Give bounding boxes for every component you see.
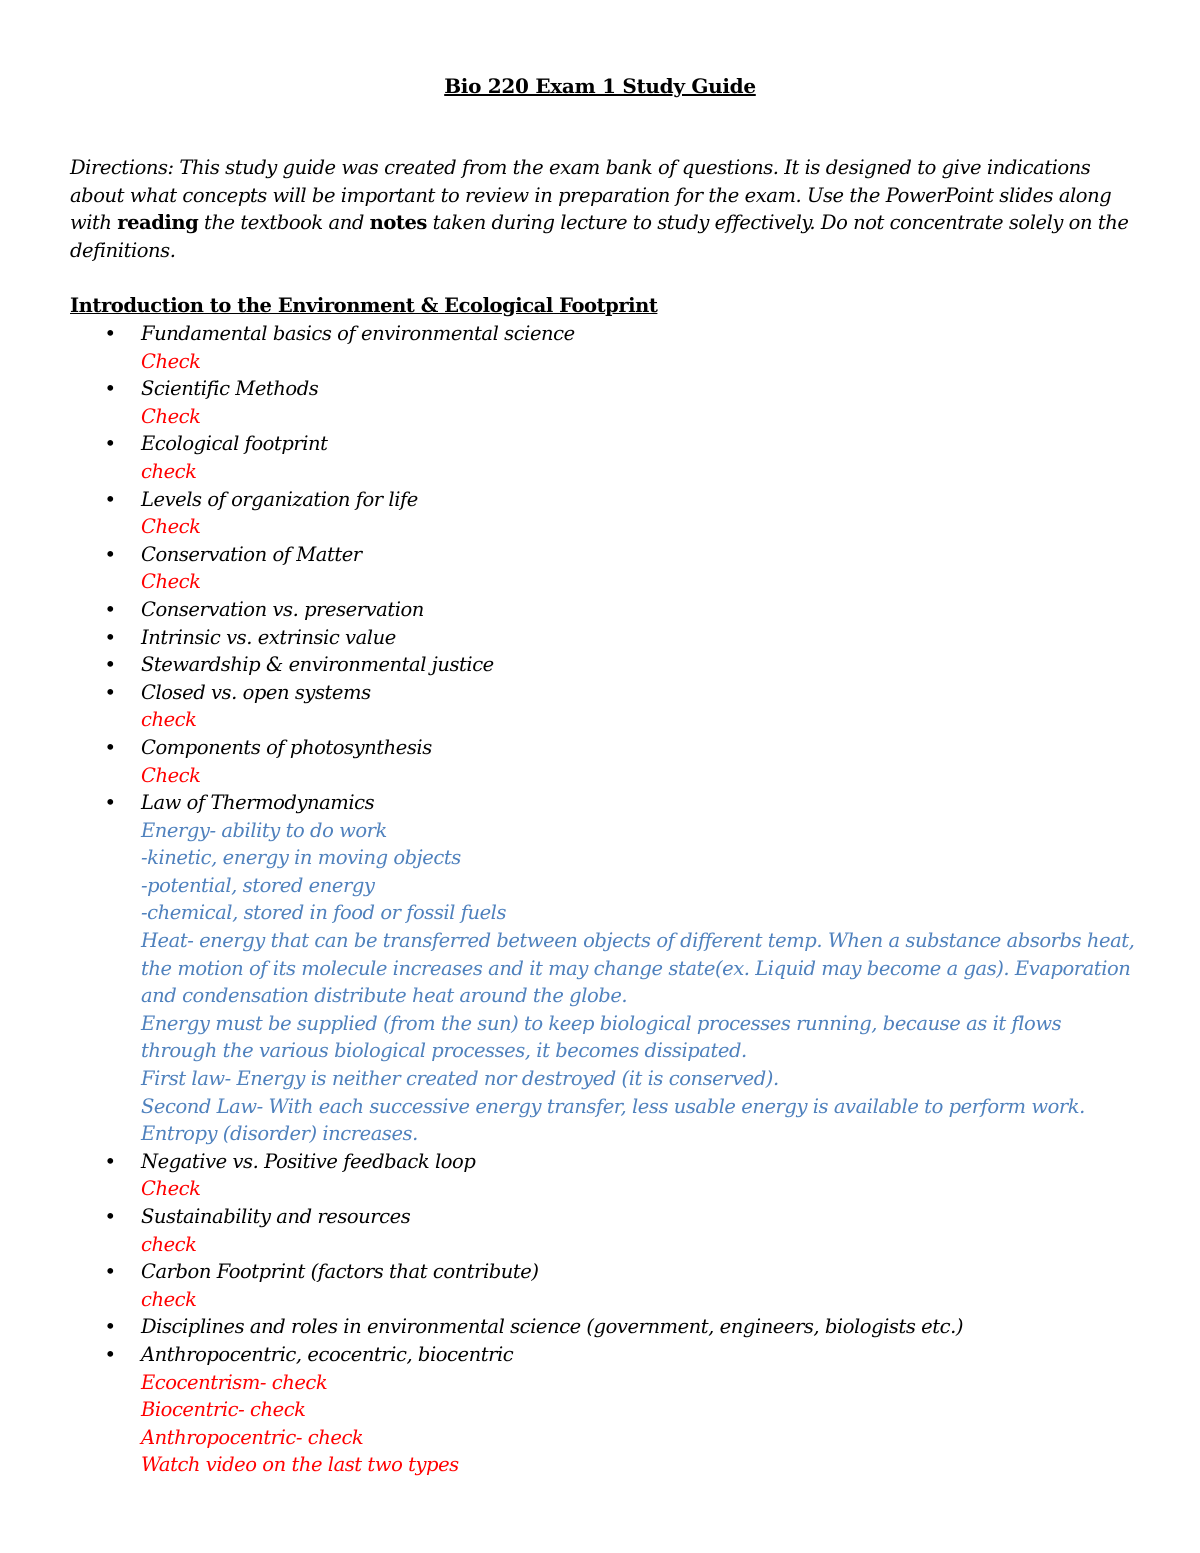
topic-item [0, 320, 1141, 375]
topic-note-blue: -chemical, stored in food or fossil fuels [141, 901, 507, 925]
directions-text-2: the textbook and [198, 211, 370, 234]
topic-item [0, 375, 1141, 430]
topic-text: Fundamental basics of environmental science [141, 322, 575, 345]
directions-bold-reading: reading [117, 211, 199, 234]
topic-note-red: Check [141, 349, 201, 373]
bullet-icon: • [104, 321, 116, 345]
bullet-icon: • [104, 1204, 116, 1228]
topic-text: Intrinsic vs. extrinsic value [141, 625, 396, 649]
bullet-icon: • [104, 734, 116, 759]
topic-text: Stewardship & environmental justice [141, 653, 494, 677]
topic-item [0, 486, 1141, 541]
topic-text: Negative vs. Positive feedback loop [141, 1149, 476, 1173]
directions-text-3: taken during lecture to study effectively. Do not concentrate solely on the definitions. [70, 211, 1129, 262]
bullet-icon: • [104, 624, 116, 649]
topic-note-red: Check [141, 404, 201, 428]
topic-note-red: Watch video on the last two types [141, 1453, 459, 1477]
topic-list [0, 320, 1200, 1479]
topic-text: Disciplines and roles in environmental science (government, engineers, biologists etc.) [141, 1315, 964, 1339]
document-title: Bio 220 Exam 1 Study Guide [444, 74, 756, 98]
topic-item [0, 596, 1141, 624]
topic-note-red: Check [141, 515, 201, 539]
topic-text: Conservation of Matter [141, 542, 362, 566]
topic-text: Conservation vs. preservation [141, 597, 424, 621]
topic-note-red: Check [141, 1177, 201, 1201]
topic-item [0, 541, 1141, 596]
bullet-icon: • [104, 652, 116, 677]
bullet-icon: • [104, 1341, 116, 1366]
bullet-icon: • [104, 790, 116, 815]
topic-note-blue: First law- Energy is neither created nor destroyed (it is conserved). [141, 1067, 779, 1091]
topic-note-red: check [141, 708, 197, 732]
topic-item [0, 624, 1141, 652]
bullet-icon: • [104, 679, 116, 704]
topic-note-red: check [141, 1232, 197, 1256]
topic-note-red: Ecocentrism- check [141, 1370, 328, 1394]
topic-text: Ecological footprint [141, 432, 328, 456]
topic-item [0, 679, 1141, 734]
topic-text: Carbon Footprint (factors that contribute) [141, 1260, 539, 1284]
topic-item [0, 789, 1141, 1148]
bullet-icon: • [104, 431, 116, 456]
topic-item [0, 1258, 1141, 1313]
directions-bold-notes: notes [369, 211, 427, 234]
bullet-icon: • [104, 541, 116, 566]
directions-paragraph [70, 154, 1132, 264]
topic-note-blue: Energy must be supplied (from the sun) to keep biological processes running, because as it flows through the various biological processes, it becomes dissipated. [141, 1011, 1062, 1063]
topic-note-red: Check [141, 570, 201, 594]
topic-text: Sustainability and resources [141, 1205, 411, 1228]
topic-item [0, 1313, 1141, 1341]
topic-note-blue: Second Law- With each successive energy transfer, less usable energy is available to perform work. Entropy (disorder) increases. [141, 1094, 1085, 1146]
topic-note-blue: -potential, stored energy [141, 873, 375, 897]
topic-item [0, 430, 1141, 485]
topic-text: Scientific Methods [141, 377, 319, 401]
topic-text: Levels of organization for life [141, 487, 418, 511]
topic-text: Anthropocentric, ecocentric, biocentric [141, 1342, 514, 1366]
bullet-icon: • [104, 486, 116, 511]
bullet-icon: • [104, 1259, 116, 1284]
topic-item [0, 1148, 1141, 1203]
directions-text-1: Directions: This study guide was created from the exam bank of questions. It is designed to give indications about what concepts will be important to review in preparation for the exam. Use the PowerPoint slides along with [70, 156, 1112, 234]
bullet-icon: • [104, 1314, 116, 1339]
topic-note-red: Check [141, 763, 201, 787]
topic-note-red: Biocentric- check [141, 1398, 306, 1422]
bullet-icon: • [104, 596, 116, 621]
topic-item [0, 734, 1141, 789]
topic-note-blue: Energy- ability to do work [141, 818, 387, 842]
topic-text: Law of Thermodynamics [141, 791, 375, 815]
topic-item [0, 1203, 1141, 1258]
topic-note-red: check [141, 1287, 197, 1311]
topic-note-blue: Heat- energy that can be transferred between objects of different temp. When a substance absorbs heat, the motion of its molecule increases and it may change state(ex. Liquid may become a gas). Evaporation and condensation distribute heat around the globe. [141, 929, 1135, 1008]
topic-item [0, 651, 1141, 679]
bullet-icon: • [104, 376, 116, 401]
topic-note-red: Anthropocentric- check [141, 1425, 364, 1449]
topic-note-red: check [141, 459, 197, 483]
topic-text: Closed vs. open systems [141, 680, 371, 704]
bullet-icon: • [104, 1148, 116, 1173]
topic-text: Components of photosynthesis [141, 735, 432, 759]
section-heading: Introduction to the Environment & Ecological Footprint [70, 294, 658, 317]
topic-item [0, 1341, 1141, 1479]
topic-note-blue: -kinetic, energy in moving objects [141, 846, 461, 870]
